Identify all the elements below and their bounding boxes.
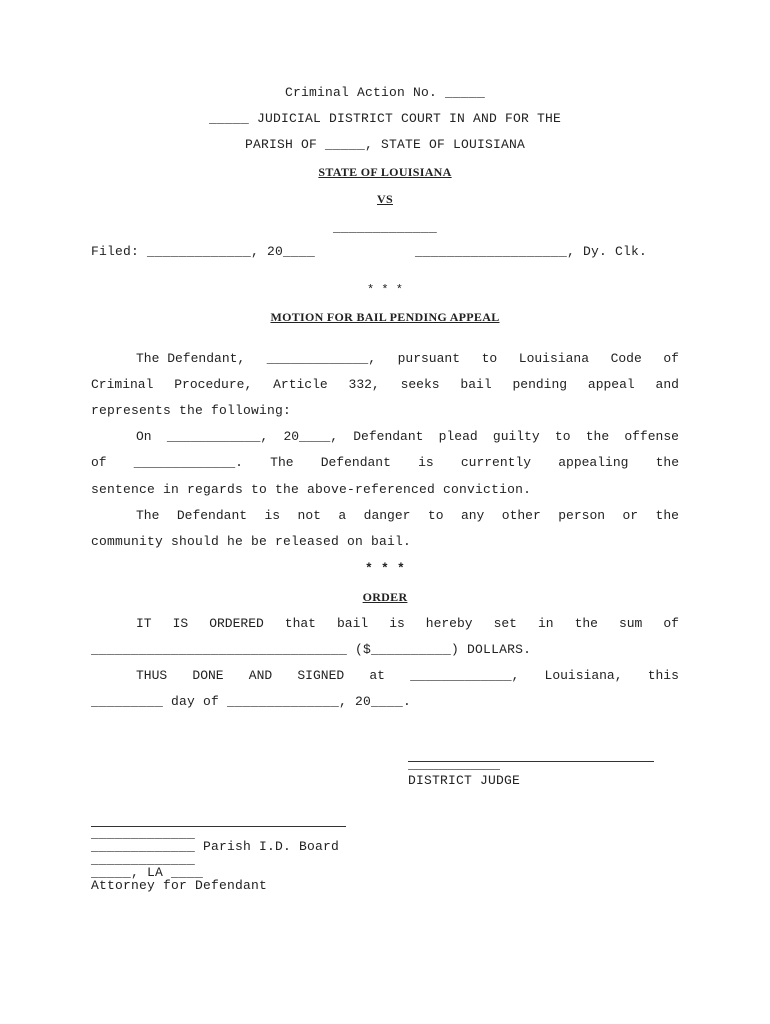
word: Code	[610, 351, 642, 366]
word: sum	[618, 616, 643, 631]
word: Louisiana,	[544, 668, 623, 683]
word: 332,	[348, 377, 380, 392]
parish-board-line: _____________ Parish I.D. Board	[91, 839, 340, 854]
motion-title: MOTION FOR BAIL PENDING APPEAL	[270, 310, 500, 324]
word: not	[297, 508, 321, 523]
word: is	[264, 508, 281, 523]
section-stars: * * *	[366, 283, 403, 297]
word: the	[585, 429, 610, 444]
word: ____________,	[166, 429, 269, 444]
word: the	[655, 508, 679, 523]
motion-paragraph-1-line-3: represents the following:	[91, 403, 292, 418]
word: to	[427, 508, 444, 523]
filed-date: Filed: _____________, 20____	[91, 244, 316, 259]
judge-signature-line	[408, 761, 654, 762]
word: appealing	[558, 455, 629, 470]
word: of	[663, 616, 679, 631]
order-paragraph-2-line-2: _________ day of ______________, 20____.	[91, 694, 412, 709]
word: Louisiana	[518, 351, 589, 366]
order-paragraph-1-line-2: ________________________________ ($__________) DOLLARS.	[91, 642, 532, 657]
word: seeks	[400, 377, 440, 392]
word: guilty	[492, 429, 540, 444]
address-blank: _____________	[91, 852, 196, 867]
word: plead	[438, 429, 478, 444]
word: and	[655, 377, 679, 392]
judge-signature-underline	[408, 769, 500, 770]
word: DONE	[192, 668, 224, 683]
attorney-for-defendant-label: Attorney for Defendant	[91, 878, 268, 893]
motion-paragraph-2-line-3: sentence in regards to the above-referenced conviction.	[91, 482, 532, 497]
court-line: _____ JUDICIAL DISTRICT COURT IN AND FOR THE	[208, 111, 562, 126]
word: _____________,	[410, 668, 520, 683]
word: The Defendant,	[136, 351, 246, 366]
word: is	[418, 455, 434, 470]
order-paragraph-1-line-1	[136, 616, 679, 632]
word: Procedure,	[174, 377, 253, 392]
order-paragraph-2-line-1	[136, 668, 679, 684]
motion-paragraph-2-line-2	[91, 455, 679, 471]
word: _____________,	[266, 351, 377, 366]
word: any	[460, 508, 485, 523]
word: ORDERED	[209, 616, 264, 631]
attorney-name-blank: _____________	[91, 826, 196, 841]
word: is	[389, 616, 405, 631]
word: 20____,	[283, 429, 339, 444]
word: The	[136, 508, 160, 523]
city-state-line: _____, LA ____	[91, 865, 204, 880]
word: or	[622, 508, 639, 523]
word: set	[493, 616, 517, 631]
word: a	[338, 508, 347, 523]
district-judge-label: DISTRICT JUDGE	[408, 773, 521, 788]
word: bail	[460, 377, 492, 392]
word: that	[284, 616, 316, 631]
word: other	[501, 508, 541, 523]
word: The	[270, 455, 294, 470]
state-title: STATE OF LOUISIANA	[318, 165, 452, 179]
word: of	[91, 455, 107, 470]
order-stars: * * *	[364, 561, 405, 576]
word: Defendant	[176, 508, 248, 523]
word: IT	[136, 616, 152, 631]
word: currently	[460, 455, 532, 470]
word: IS	[172, 616, 189, 631]
word: to	[554, 429, 571, 444]
word: Article	[273, 377, 328, 392]
word: appeal	[587, 377, 635, 392]
word: Defendant	[353, 429, 424, 444]
word: offense	[624, 429, 679, 444]
defendant-name-blank: _____________	[332, 220, 438, 235]
word: the	[655, 455, 679, 470]
order-title: ORDER	[362, 590, 408, 604]
word: pending	[512, 377, 568, 392]
word: Criminal	[91, 377, 154, 392]
motion-paragraph-1-line-1	[136, 351, 679, 367]
word: this	[647, 668, 679, 683]
word: at	[369, 668, 385, 683]
word: THUS	[136, 668, 168, 683]
parish-line: PARISH OF _____, STATE OF LOUISIANA	[244, 137, 526, 152]
word: _____________.	[133, 455, 243, 470]
word: AND	[248, 668, 273, 683]
word: hereby	[425, 616, 473, 631]
motion-paragraph-3-line-2: community should he be released on bail.	[91, 534, 412, 549]
word: On	[136, 429, 152, 444]
motion-paragraph-2-line-1	[136, 429, 679, 445]
word: in	[537, 616, 554, 631]
word: of	[663, 351, 679, 366]
motion-paragraph-1-line-2	[91, 377, 679, 393]
criminal-action-number: Criminal Action No. _____	[284, 85, 486, 100]
word: bail	[336, 616, 369, 631]
word: the	[574, 616, 598, 631]
word: to	[481, 351, 498, 366]
versus-label: VS	[377, 192, 393, 206]
deputy-clerk-line: ___________________, Dy. Clk.	[415, 244, 648, 259]
word: pursuant	[397, 351, 461, 366]
word: Defendant	[320, 455, 391, 470]
motion-paragraph-3-line-1	[136, 508, 679, 524]
word: person	[558, 508, 606, 523]
word: danger	[363, 508, 411, 523]
word: SIGNED	[297, 668, 345, 683]
